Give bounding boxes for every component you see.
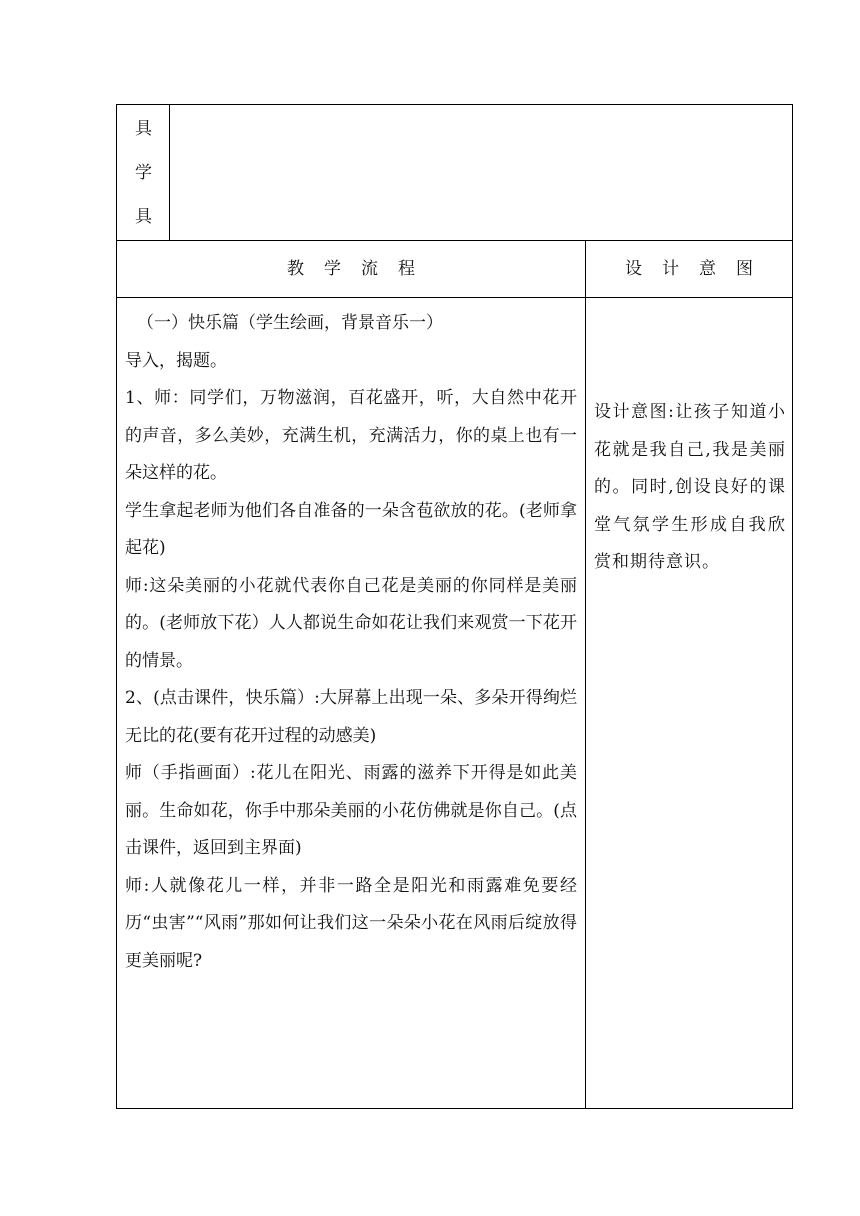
flow-paragraph: 2、(点击课件，快乐篇）:大屏幕上出现一朵、多朵开得绚烂无比的花(要有花开过程的动感美) (125, 688, 577, 746)
table-body-row (117, 298, 792, 1108)
lesson-plan-table (116, 104, 793, 1109)
design-intent-text: 设计意图:让孩子知道小花就是我自己,我是美丽的。同时,创设良好的课堂气氛学生形成自我欣赏和期待意识。 (594, 402, 786, 572)
teaching-flow-cell (117, 298, 586, 1108)
tools-label-char: 学 (135, 163, 152, 183)
flow-paragraph: 师:这朵美丽的小花就代表你自己花是美丽的你同样是美丽的。(老师放下花）人人都说生命如花让我们来观赏一下花开的情景。 (125, 575, 577, 671)
flow-paragraph: 导入，揭题。 (125, 350, 227, 371)
tools-content-cell (170, 105, 792, 240)
teaching-tools-row (117, 105, 792, 241)
tools-label-char: 具 (135, 207, 152, 227)
flow-paragraph: 师（手指画面）:花儿在阳光、雨露的滋养下开得是如此美丽。生命如花，你手中那朵美丽的小花仿佛就是你自己。(点击课件，返回到主界面) (125, 763, 577, 858)
table-header-row (117, 241, 792, 298)
design-intent-cell (586, 298, 792, 1108)
flow-paragraph: 学生拿起老师为他们各自准备的一朵含苞欲放的花。(老师拿起花) (125, 500, 577, 558)
teaching-flow-header: 教学流程 (117, 241, 586, 297)
tools-label-cell (117, 105, 170, 240)
flow-paragraph: （一）快乐篇（学生绘画，背景音乐一） (137, 313, 443, 333)
design-intent-header: 设计意图 (625, 259, 773, 279)
flow-paragraph: 师:人就像花儿一样，并非一路全是阳光和雨露难免要经历“虫害”“风雨”那如何让我们这一朵朵小花在风雨后绽放得更美丽呢? (125, 875, 577, 971)
tools-label-char: 具 (135, 119, 152, 139)
flow-paragraph: 1、师：同学们，万物滋润，百花盛开，听，大自然中花开的声音，多么美妙，充满生机，充满活力，你的桌上也有一朵这样的花。 (125, 388, 577, 483)
